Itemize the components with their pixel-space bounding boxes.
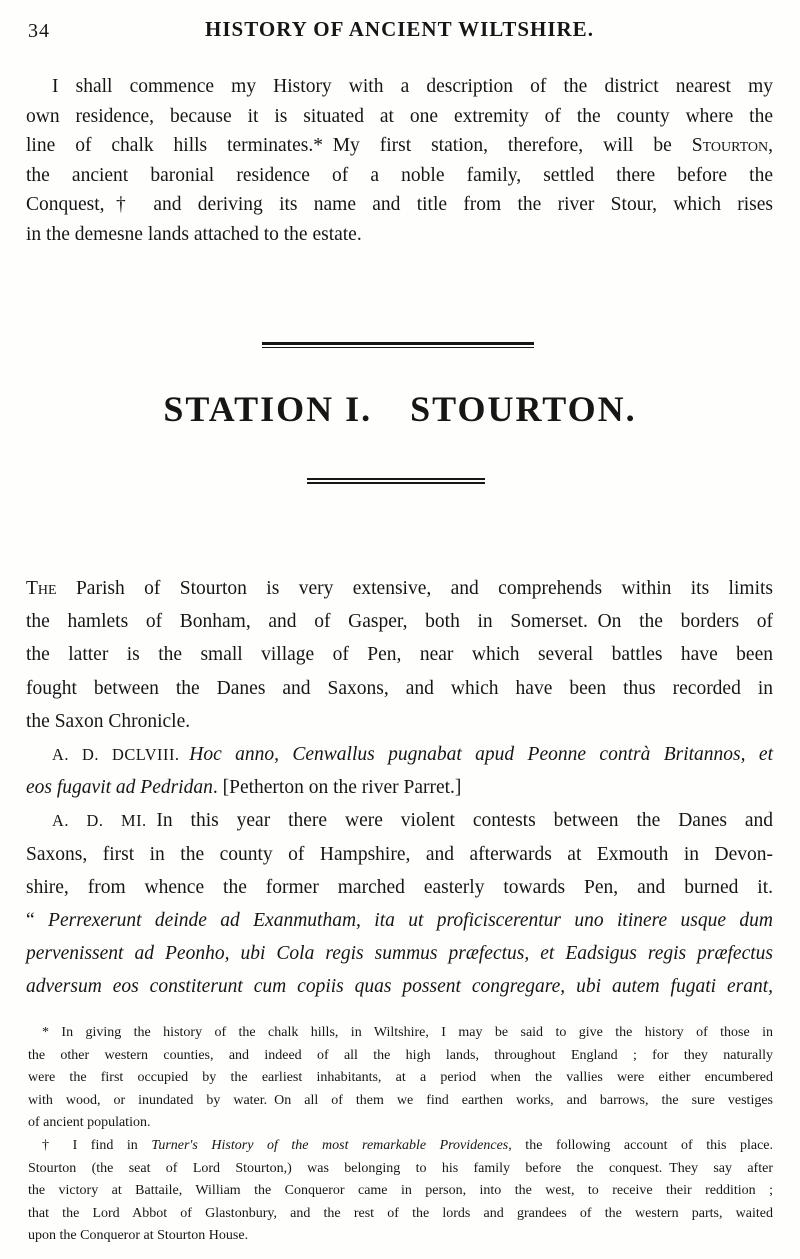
- text-line: [26, 572, 773, 605]
- text-segment: upon the Conqueror at Stourton House.: [28, 1228, 249, 1244]
- rule-line: [307, 478, 485, 480]
- text-segment: A. D. DCLVIII.: [52, 745, 180, 765]
- text-line: [26, 638, 773, 671]
- text-line: [26, 605, 773, 638]
- rule-line: [307, 482, 485, 484]
- text-segment: own residence, because it is situated at one extremity of the county where the: [26, 105, 773, 127]
- footnotes: [28, 1022, 773, 1248]
- text-segment: Saxons, first in the county of Hampshire, and afterwards at Exmouth in Devon-: [26, 843, 773, 865]
- paragraph-ad-mi: [26, 804, 773, 1003]
- text-line: [28, 1203, 773, 1226]
- text-line: [26, 970, 773, 1003]
- text-segment: Perrexerunt deinde ad Exanmutham, ita ut proficiscerentur uno itinere usque dum: [48, 910, 774, 932]
- text-line: [26, 804, 773, 837]
- text-segment: the Saxon Chronicle.: [26, 710, 191, 732]
- text-line: [26, 871, 773, 904]
- text-segment: . [Petherton on the river Parret.]: [212, 777, 462, 799]
- text-segment: with wood, or inundated by water. On all of them we find earthen works, and barrows, the sure vestiges: [28, 1092, 773, 1108]
- text-line: [28, 1158, 773, 1181]
- text-line: [28, 1090, 773, 1113]
- text-segment: I shall commence my History with a description of the district nearest my: [52, 76, 773, 97]
- text-line: [28, 1135, 773, 1158]
- section-rule-top: [262, 342, 534, 348]
- text-segment: were the first occupied by the earliest inhabitants, at a period when the vallies were either encumbered: [28, 1070, 773, 1086]
- text-segment: The: [26, 578, 57, 599]
- text-line: [26, 102, 773, 132]
- text-segment: , the following account of this place.: [508, 1137, 774, 1153]
- text-line: [26, 904, 773, 937]
- text-segment: † I find in: [42, 1137, 152, 1153]
- text-line: [26, 838, 773, 871]
- text-segment: that the Lord Abbot of Glastonbury, and the rest of the lords and grandees of the western parts, waited: [28, 1205, 773, 1221]
- text-segment: the victory at Battaile, William the Conqueror came in person, into the west, to receive their reddition ;: [28, 1183, 773, 1199]
- footnote-dagger: [28, 1135, 773, 1248]
- text-line: [26, 738, 773, 771]
- text-line: [28, 1067, 773, 1090]
- text-line: [26, 190, 773, 220]
- text-line: [28, 1112, 773, 1135]
- text-segment: line of chalk hills terminates.* My first station, therefore, will be: [26, 135, 692, 157]
- intro-paragraph: [26, 72, 773, 250]
- footnote-asterisk: [28, 1022, 773, 1135]
- text-line: [26, 161, 773, 191]
- text-line: [26, 771, 773, 804]
- running-header: [26, 17, 773, 45]
- text-segment: A. D. MI.: [52, 811, 147, 831]
- text-segment: [179, 744, 189, 765]
- text-segment: “: [26, 910, 49, 932]
- text-segment: shire, from whence the former marched easterly towards Pen, and burned it.: [26, 876, 773, 898]
- text-line: [26, 705, 773, 738]
- text-segment: fought between the Danes and Saxons, and which have been thus recorded in: [26, 677, 773, 699]
- text-segment: the latter is the small village of Pen, near which several battles have been: [26, 644, 773, 666]
- text-segment: adversum eos constiterunt cum copiis quas possent congregare, ubi autem fugati erant,: [26, 976, 773, 998]
- text-segment: Parish of Stourton is very extensive, and comprehends within its limits: [56, 578, 773, 599]
- paragraph-parish: [26, 572, 773, 738]
- text-line: [28, 1045, 773, 1068]
- text-line: [28, 1022, 773, 1045]
- text-segment: pervenissent ad Peonho, ubi Cola regis summus præfectus, et Eadsigus regis præfectus: [26, 943, 773, 965]
- text-segment: Stourton (the seat of Lord Stourton,) was belonging to his family before the conquest. They say after: [28, 1160, 773, 1176]
- rule-thick-line: [262, 342, 534, 345]
- paragraph-ad-dclviii: [26, 738, 773, 804]
- text-line: [26, 937, 773, 970]
- section-rule-bottom: [307, 478, 485, 484]
- body-text: [26, 572, 773, 1004]
- rule-thin-line: [262, 347, 534, 348]
- text-line: [26, 220, 773, 250]
- text-segment: of ancient population.: [28, 1115, 151, 1131]
- text-line: [26, 672, 773, 705]
- text-line: [28, 1225, 773, 1248]
- text-segment: Turner's History of the most remarkable Providences: [151, 1137, 509, 1153]
- text-line: [26, 131, 773, 161]
- page-number: 34: [28, 20, 50, 42]
- section-title: STATION I. STOURTON.: [163, 389, 637, 429]
- text-segment: in the demesne lands attached to the estate.: [26, 223, 362, 245]
- text-segment: ,: [768, 135, 773, 157]
- text-segment: Conquest,† and deriving its name and title from the river Stour, which rises: [26, 194, 773, 216]
- text-segment: the hamlets of Bonham, and of Gasper, both in Somerset. On the borders of: [26, 611, 773, 633]
- text-segment: eos fugavit ad Pedridan: [26, 777, 213, 799]
- text-segment: * In giving the history of the chalk hills, in Wiltshire, I may be said to give the history of those in: [42, 1025, 773, 1040]
- text-segment: the other western counties, and indeed of all the high lands, throughout England ; for they naturally: [28, 1047, 773, 1063]
- text-segment: In this year there were violent contests between the Danes and: [146, 810, 774, 832]
- text-segment: Stourton: [691, 135, 769, 157]
- text-line: [28, 1180, 773, 1203]
- text-segment: Hoc anno, Cenwallus pugnabat apud Peonne contrà Britannos, et: [189, 744, 773, 766]
- text-segment: the ancient baronial residence of a noble family, settled there before the: [26, 164, 773, 186]
- running-title: HISTORY OF ANCIENT WILTSHIRE.: [205, 17, 594, 41]
- text-line: [26, 72, 773, 102]
